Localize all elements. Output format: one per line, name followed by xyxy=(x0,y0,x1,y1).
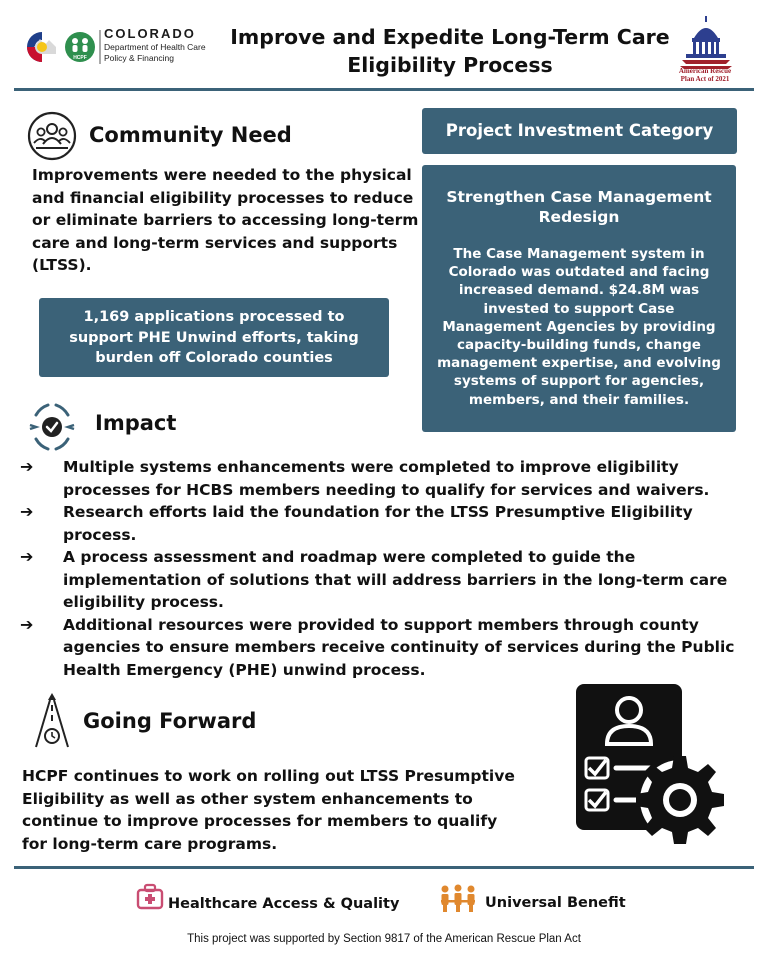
header-divider xyxy=(14,88,754,91)
arpa-line2: Plan Act of 2021 xyxy=(680,74,730,83)
page-title-line2: Eligibility Process xyxy=(347,53,553,77)
impact-bullet-list xyxy=(20,456,750,681)
logo-dept-line1: Department of Health Care xyxy=(104,42,206,52)
investment-desc-line: The Case Management system in xyxy=(453,246,705,262)
impact-bullet-line: Multiple systems enhancements were completed to improve eligibility xyxy=(63,458,679,476)
investment-desc-line: Management Agencies by providing xyxy=(442,318,716,335)
going-forward-line: continue to improve processes for members to qualify xyxy=(22,812,498,830)
arrow-icon: ➔ xyxy=(20,547,34,566)
impact-bullet-line: Health Emergency (PHE) unwind process. xyxy=(63,660,426,679)
investment-description xyxy=(430,245,728,409)
community-need-line: (LTSS). xyxy=(32,256,92,274)
applications-stat-box xyxy=(39,298,389,377)
stat-line: burden off Colorado counties xyxy=(95,350,333,366)
impact-bullet xyxy=(20,456,750,501)
impact-bullet-line: eligibility process. xyxy=(63,593,224,611)
road-forward-icon xyxy=(30,691,74,749)
going-forward-line: for long-term care programs. xyxy=(22,834,278,853)
impact-bullet xyxy=(20,614,750,682)
investment-title-line: Strengthen Case Management xyxy=(446,188,712,206)
arrow-icon: ➔ xyxy=(20,614,34,634)
stat-line: support PHE Unwind efforts, taking xyxy=(69,329,359,346)
impact-bullet-line: process. xyxy=(63,525,137,544)
investment-desc-line: members, and their families. xyxy=(468,391,690,408)
logo-dept-line2: Policy & Financing xyxy=(104,53,174,63)
arpa-caption xyxy=(664,68,746,83)
investment-desc-line: capacity-building funds, change xyxy=(457,337,701,354)
going-forward-line: HCPF continues to work on rolling out LTSS Presumptive xyxy=(22,767,515,785)
arrow-icon: ➔ xyxy=(20,457,34,476)
impact-title: Impact xyxy=(95,411,177,435)
hcpf-badge-text: HCPF xyxy=(73,55,87,61)
footer-divider xyxy=(14,866,754,869)
arrow-icon: ➔ xyxy=(20,502,34,521)
logo-wordmark xyxy=(104,26,206,63)
community-need-line: Improvements were needed to the physical xyxy=(32,166,412,184)
eligibility-checklist-icon xyxy=(572,682,728,858)
funding-footnote: This project was supported by Section 9817 of the American Rescue Plan Act xyxy=(187,933,581,945)
people-group-icon xyxy=(440,884,476,914)
going-forward-line: Eligibility as well as other system enhancements to xyxy=(22,789,473,808)
community-need-line: or eliminate barriers to accessing long-term xyxy=(32,211,419,229)
medical-kit-icon xyxy=(136,883,164,911)
investment-desc-line: Colorado was outdated and facing xyxy=(448,264,710,281)
colorado-c-icon xyxy=(27,32,56,62)
impact-bullet xyxy=(20,546,750,614)
impact-bullet xyxy=(20,501,750,546)
impact-bullet-line: A process assessment and roadmap were completed to guide the xyxy=(63,548,636,566)
investment-desc-line: invested to support Case xyxy=(483,300,675,317)
investment-category-box xyxy=(422,165,736,432)
impact-bullet-line: agencies to ensure members receive continuity of services during the Public xyxy=(63,638,735,656)
community-need-line: and financial eligibility processes to reduce xyxy=(32,188,414,207)
community-group-icon xyxy=(26,110,78,162)
going-forward-text xyxy=(22,765,542,855)
community-need-text xyxy=(32,164,422,277)
community-need-line: care and long-term services and supports xyxy=(32,233,398,252)
investment-title-line: Redesign xyxy=(538,208,620,226)
healthcare-access-tag: Healthcare Access & Quality xyxy=(168,896,400,912)
page-title xyxy=(222,23,678,79)
arpa-line1: American Rescue xyxy=(678,67,732,75)
investment-category-header: Project Investment Category xyxy=(422,108,737,154)
going-forward-title: Going Forward xyxy=(83,709,257,733)
impact-check-icon xyxy=(26,401,78,453)
universal-benefit-tag: Universal Benefit xyxy=(485,895,626,911)
stat-line: 1,169 applications processed to xyxy=(83,309,345,325)
investment-desc-line: management expertise, and evolving xyxy=(437,355,721,372)
impact-bullet-line: processes for HCBS members needing to qualify for services and waivers. xyxy=(63,480,710,499)
page-title-line1: Improve and Expedite Long-Term Care xyxy=(230,25,670,49)
investment-title xyxy=(430,187,728,227)
impact-bullet-line: Research efforts laid the foundation for the LTSS Presumptive Eligibility xyxy=(63,503,693,521)
investment-desc-line: systems of support for agencies, xyxy=(453,373,705,390)
community-need-title: Community Need xyxy=(89,123,292,147)
impact-bullet-line: implementation of solutions that will address barriers in the long-term care xyxy=(63,570,728,589)
impact-bullet-line: Additional resources were provided to support members through county xyxy=(63,615,699,634)
logo-brand: COLORADO xyxy=(104,26,196,41)
investment-desc-line: increased demand. $24.8M was xyxy=(458,282,700,299)
